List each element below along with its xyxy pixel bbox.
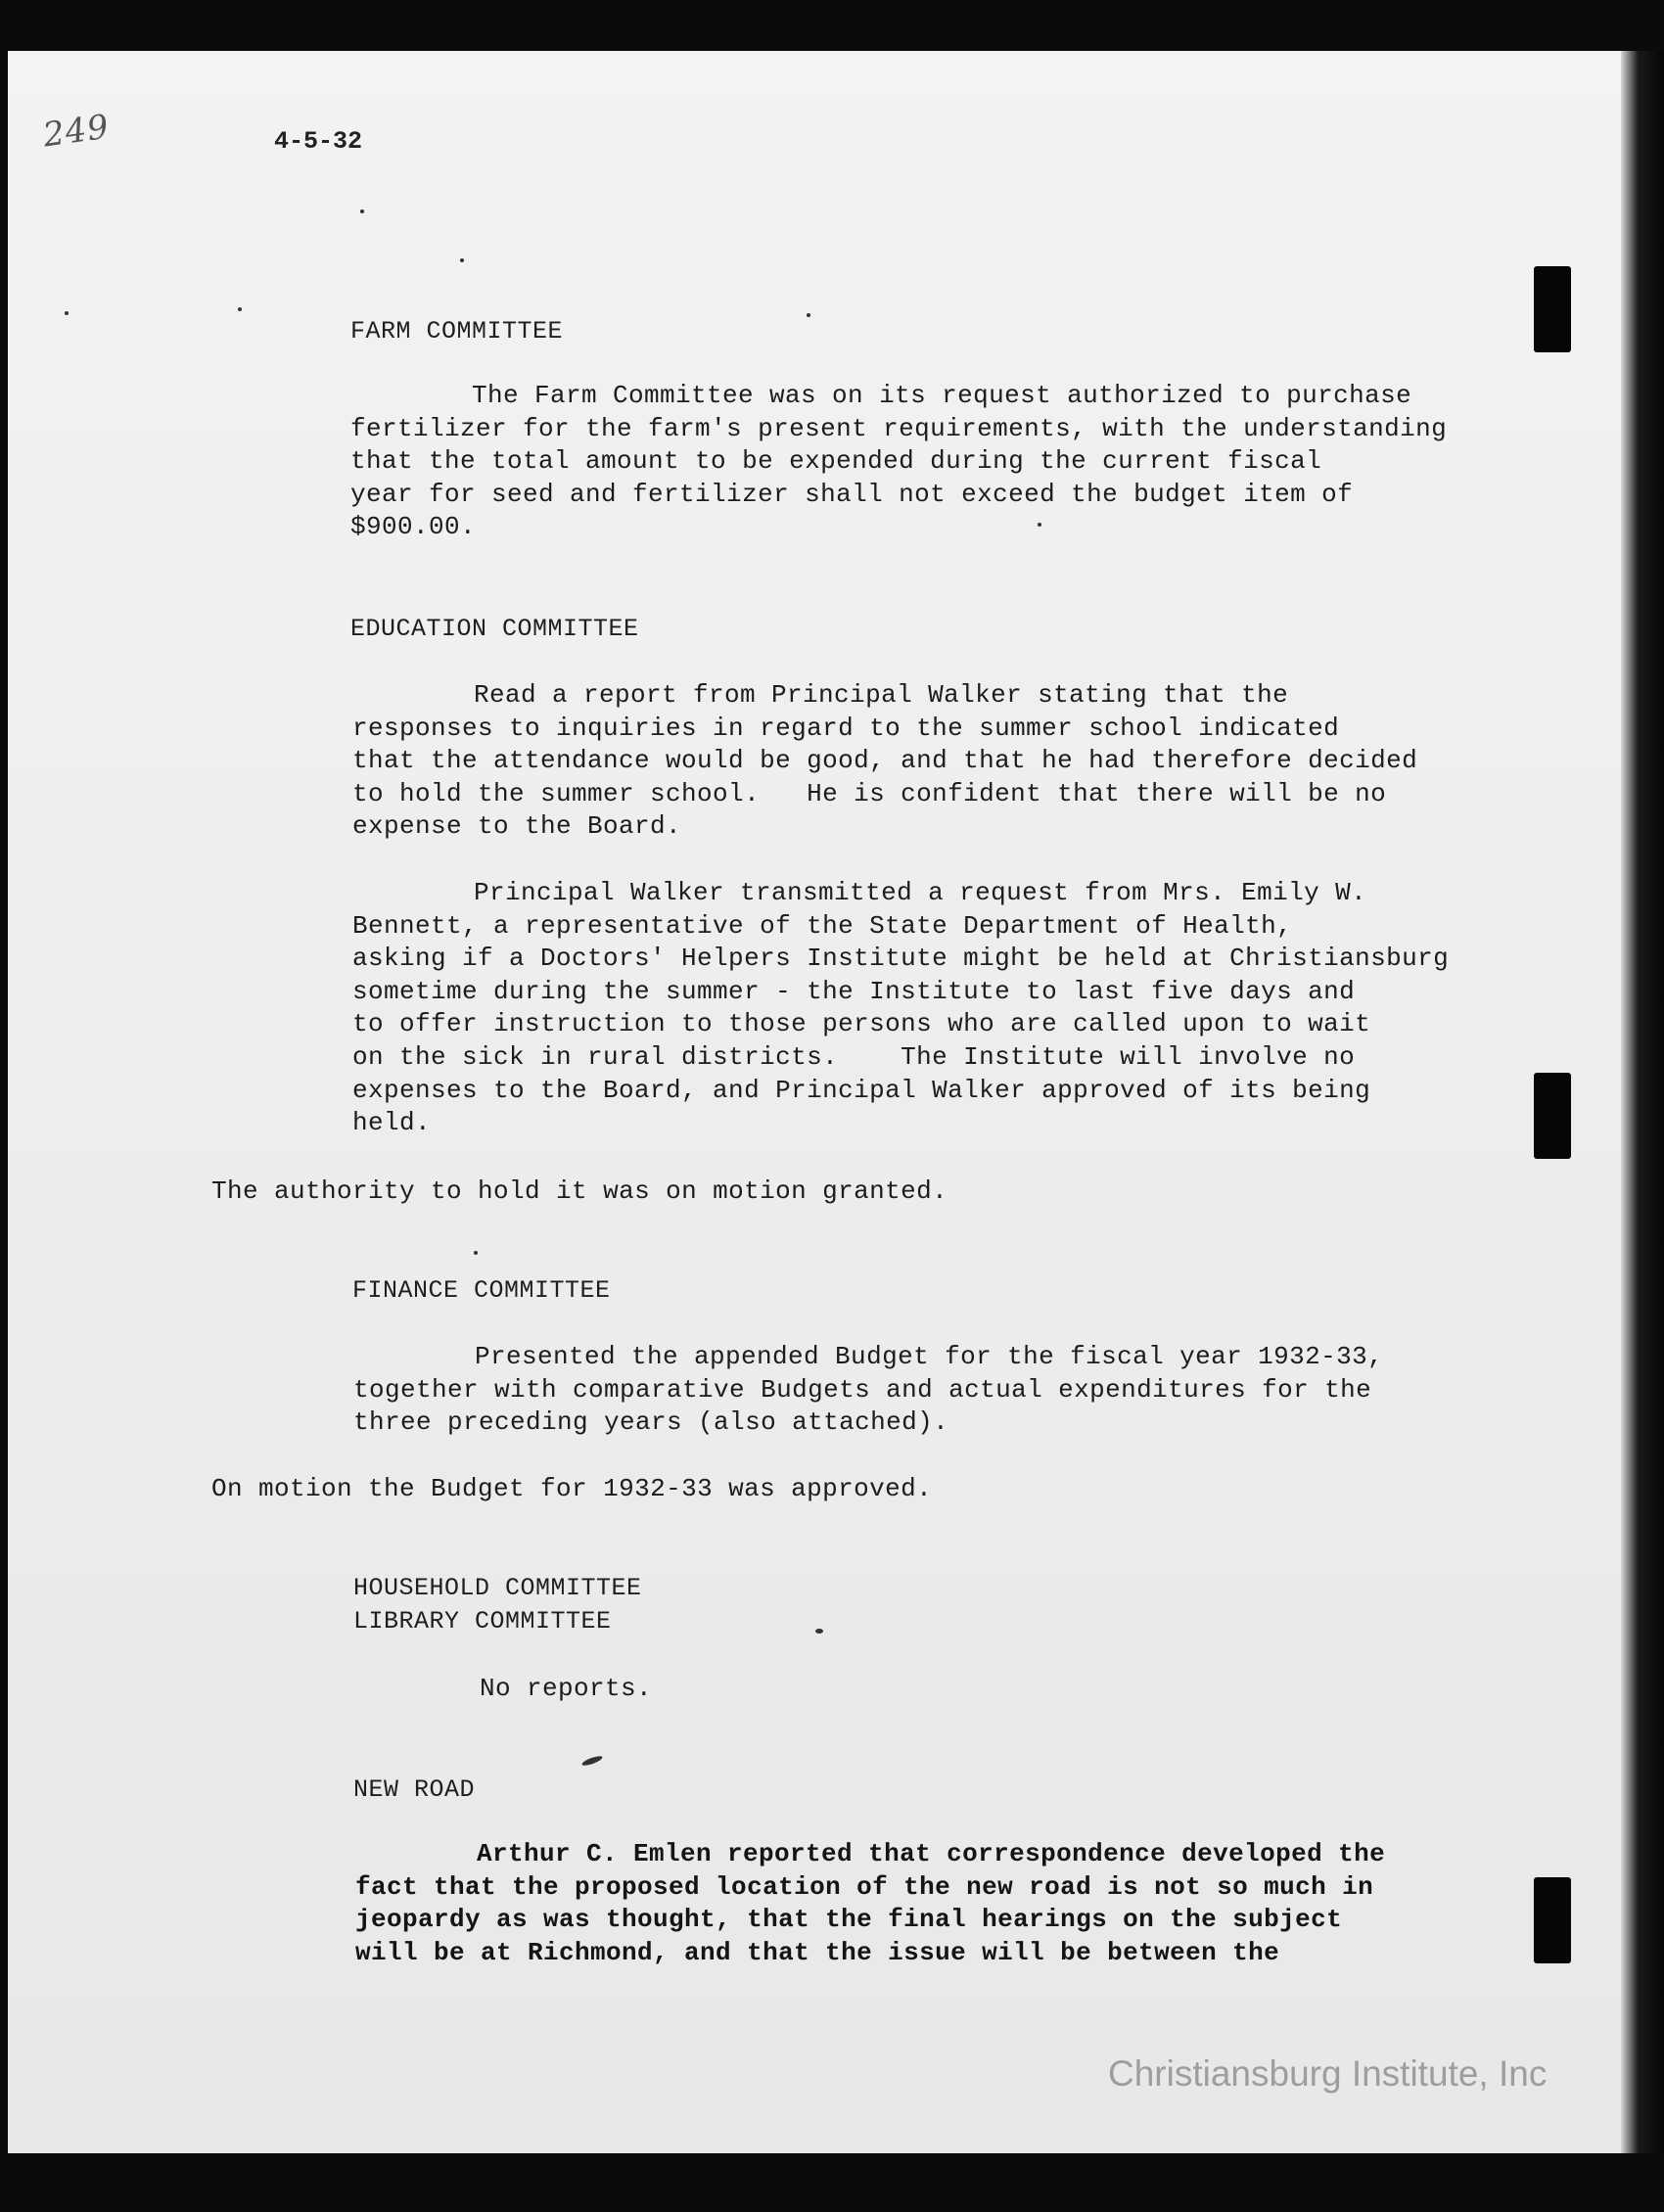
text-line: to hold the summer school. He is confident that there will be no <box>352 778 1387 808</box>
finance-committee-heading: FINANCE COMMITTEE <box>352 1276 611 1305</box>
education-paragraph-1 <box>352 679 1417 844</box>
new-road-paragraph <box>355 1838 1385 1969</box>
scan-speck <box>238 307 242 311</box>
scan-speck <box>807 313 810 317</box>
text-line: expense to the Board. <box>352 811 682 842</box>
farm-committee-heading: FARM COMMITTEE <box>350 317 564 346</box>
page-right-edge <box>1621 51 1664 2153</box>
text-line: $900.00. <box>350 512 477 542</box>
text-line: year for seed and fertilizer shall not exceed the budget item of <box>350 479 1354 509</box>
scan-speck <box>1038 523 1041 527</box>
text-line: will be at Richmond, and that the issue will be between the <box>355 1937 1280 1967</box>
page-date: 4-5-32 <box>274 127 363 156</box>
watermark: Christiansburg Institute, Inc <box>1108 2053 1548 2094</box>
scan-speck <box>460 258 464 262</box>
text-line: three preceding years (also attached). <box>353 1407 949 1438</box>
scan-speck <box>360 209 364 213</box>
text-line: to offer instruction to those persons who are called upon to wait <box>352 1009 1371 1039</box>
scan-speck <box>65 311 69 315</box>
scan-border-bottom <box>0 2153 1664 2212</box>
household-committee-heading: HOUSEHOLD COMMITTEE <box>353 1574 642 1602</box>
text-line: fertilizer for the farm's present requirements, with the understanding <box>350 413 1448 443</box>
finance-motion: On motion the Budget for 1932-33 was approved. <box>211 1474 933 1503</box>
library-committee-heading: LIBRARY COMMITTEE <box>353 1607 612 1636</box>
scan-speck <box>815 1629 823 1634</box>
text-line: responses to inquiries in regard to the summer school indicated <box>352 713 1340 743</box>
handwritten-page-number: 249 <box>40 107 113 156</box>
document-page <box>8 51 1621 2153</box>
binder-mark <box>1534 1877 1571 1963</box>
text-line: on the sick in rural districts. The Institute will involve no <box>352 1041 1356 1072</box>
text-line: Presented the appended Budget for the fiscal year 1932-33, <box>475 1342 1384 1371</box>
text-line: Bennett, a representative of the State Department of Health, <box>352 910 1293 941</box>
education-paragraph-2 <box>352 877 1449 1140</box>
text-line: that the attendance would be good, and that he had therefore decided <box>352 746 1418 776</box>
education-committee-heading: EDUCATION COMMITTEE <box>350 615 639 643</box>
binder-mark <box>1534 266 1571 352</box>
text-line: jeopardy as was thought, that the final hearings on the subject <box>355 1905 1343 1935</box>
education-motion: The authority to hold it was on motion granted. <box>211 1176 948 1206</box>
text-line: sometime during the summer - the Institute to last five days and <box>352 976 1356 1006</box>
text-line: asking if a Doctors' Helpers Institute might be held at Christiansburg <box>352 944 1450 974</box>
text-line: held. <box>352 1108 432 1138</box>
text-line: Arthur C. Emlen reported that correspondence developed the <box>477 1839 1386 1868</box>
binder-mark <box>1534 1073 1571 1159</box>
new-road-heading: NEW ROAD <box>353 1775 476 1804</box>
scan-speck <box>474 1251 478 1255</box>
no-reports-text: No reports. <box>480 1674 653 1703</box>
text-line: The Farm Committee was on its request authorized to purchase <box>472 381 1412 410</box>
finance-paragraph <box>353 1341 1383 1440</box>
text-line: Principal Walker transmitted a request from Mrs. Emily W. <box>474 878 1367 907</box>
scan-speck <box>581 1754 604 1767</box>
farm-committee-paragraph <box>350 380 1447 544</box>
text-line: that the total amount to be expended during the current fiscal <box>350 446 1322 477</box>
text-line: together with comparative Budgets and actual expenditures for the <box>353 1374 1372 1405</box>
text-line: fact that the proposed location of the new road is not so much in <box>355 1871 1374 1902</box>
text-line: Read a report from Principal Walker stating that the <box>474 680 1289 710</box>
text-line: expenses to the Board, and Principal Walker approved of its being <box>352 1075 1371 1105</box>
